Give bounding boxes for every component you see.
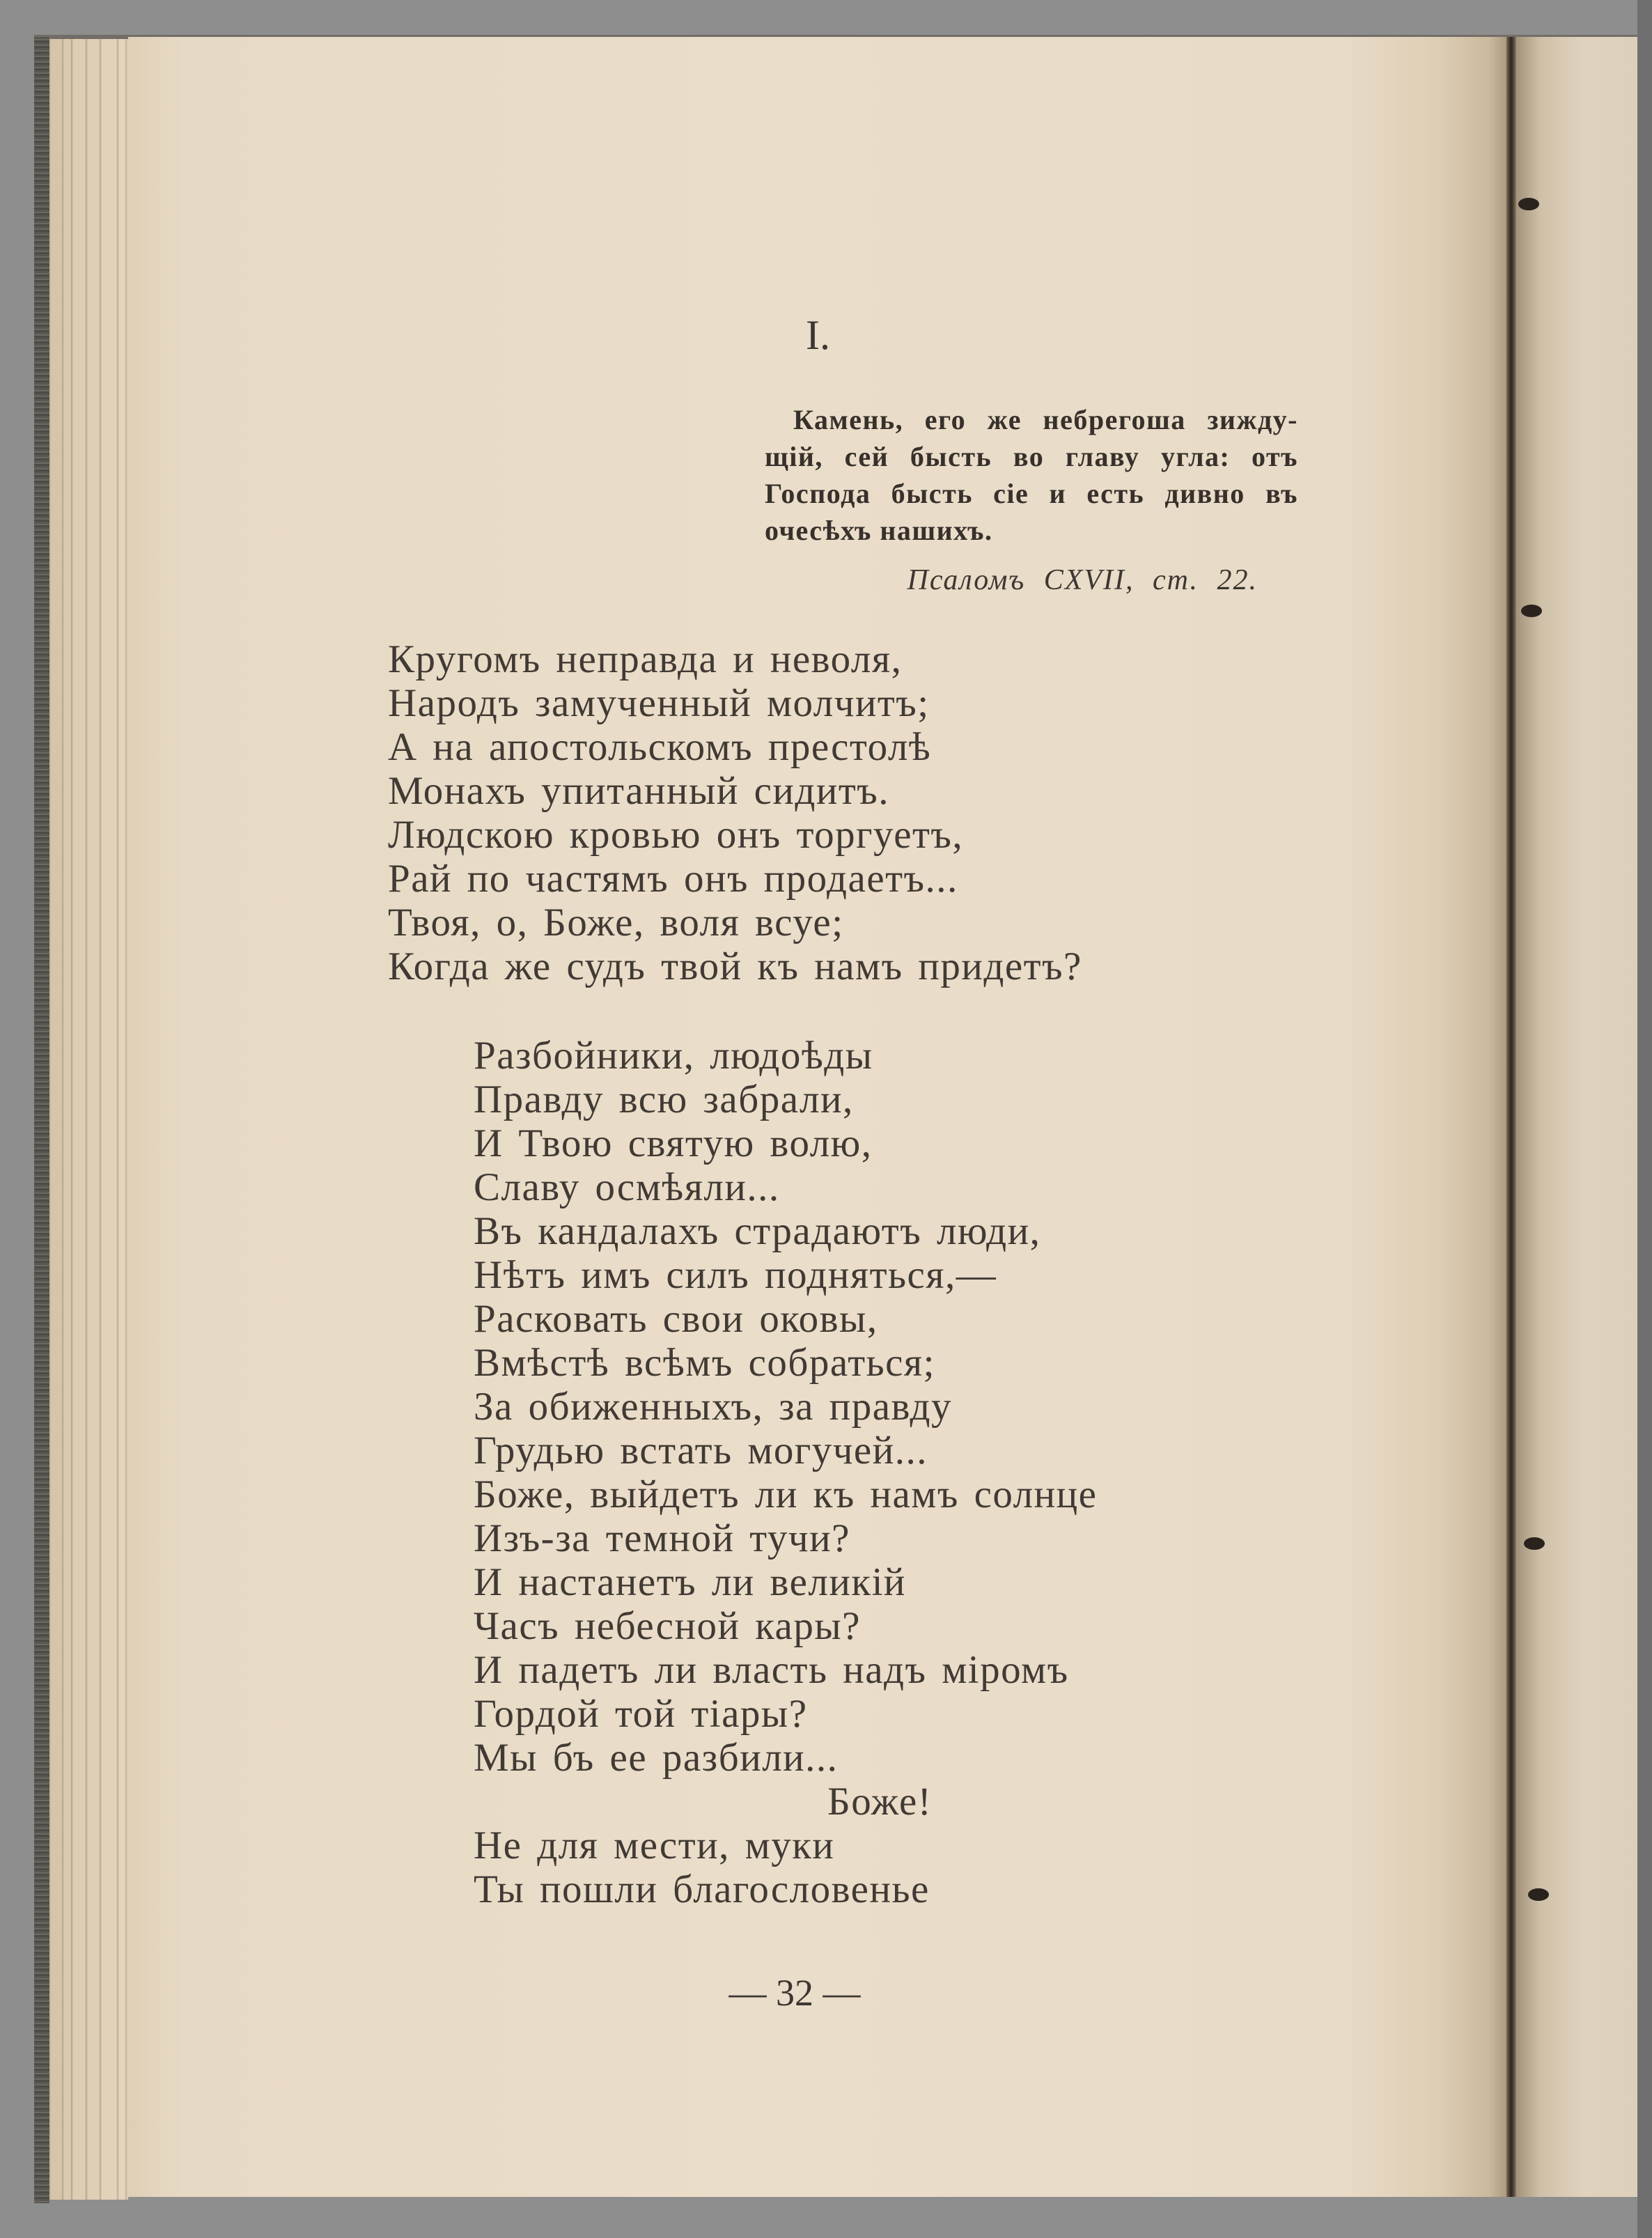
epigraph-line: Господа бысть сіе и есть дивно въ	[765, 478, 1298, 509]
poem-line: Славу осмѣяли...	[474, 1165, 780, 1209]
poem-line: И Твою святую волю,	[474, 1121, 873, 1165]
binding-thread-mark	[1518, 198, 1539, 210]
poem-line: Мы бъ ее разбили...	[474, 1736, 839, 1780]
poem-line: Гордой той тіары?	[474, 1692, 808, 1736]
poem-line: Изъ-за темной тучи?	[474, 1516, 850, 1560]
page-stack-edges	[49, 39, 128, 2200]
epigraph-source: Псаломъ CXVII, ст. 22.	[907, 564, 1258, 596]
poem-line: Грудью встать могучей...	[474, 1429, 928, 1472]
epigraph-line: очесѣхъ нашихъ.	[765, 515, 993, 546]
poem-line-indented: Боже!	[827, 1780, 933, 1824]
stanza-2	[474, 1034, 1097, 1911]
poem-line: Боже, выйдетъ ли къ намъ солнце	[474, 1472, 1098, 1516]
poem-line: Когда же судъ твой къ намъ придетъ?	[388, 945, 1082, 988]
poem-line: А на апостольскомъ престолѣ	[388, 725, 932, 769]
poem-line: Монахъ упитанный сидитъ.	[388, 769, 890, 813]
poem-line: Правду всю забрали,	[474, 1078, 854, 1121]
poem-line: Твоя, о, Боже, воля всуе;	[388, 901, 844, 945]
page-number: — 32 —	[728, 1972, 861, 2014]
poem-line: И падетъ ли власть надъ міромъ	[474, 1648, 1069, 1692]
stanza-1	[388, 637, 1082, 988]
binding-thread-mark	[1521, 605, 1542, 617]
poem-line: Въ кандалахъ страдаютъ люди,	[474, 1209, 1041, 1253]
epigraph-line: щій, сей бысть во главу угла: отъ	[765, 441, 1298, 472]
poem-line: Народъ замученный молчитъ;	[388, 681, 930, 725]
poem-line: Ты пошли благословенье	[474, 1867, 930, 1911]
facing-page-edge	[1516, 37, 1637, 2197]
poem-line: Часъ небесной кары?	[474, 1604, 861, 1648]
book-gutter	[1506, 37, 1516, 2197]
poem-line: Людскою кровью онъ торгуетъ,	[388, 813, 964, 857]
binding-thread-mark	[1528, 1888, 1549, 1901]
epigraph-line: Камень, его же небрегоша зижду-	[793, 404, 1298, 435]
poem-line: Рай по частямъ онъ продаетъ...	[388, 857, 958, 901]
poem-line: Кругомъ неправда и неволя,	[388, 637, 903, 681]
poem-line: Нѣтъ имъ силъ подняться,—	[474, 1253, 997, 1297]
cloth-cover-edge	[34, 37, 49, 2203]
poem-line: Вмѣстѣ всѣмъ собраться;	[474, 1341, 935, 1385]
poem-line: Не для мести, муки	[474, 1824, 835, 1867]
poem-line: За обиженныхъ, за правду	[474, 1385, 953, 1429]
poem-line: Разбойники, людоѣды	[474, 1034, 873, 1078]
poem-line: Расковать свои оковы,	[474, 1297, 878, 1341]
poem-line: И настанетъ ли великій	[474, 1560, 906, 1604]
epigraph	[765, 401, 1298, 549]
binding-thread-mark	[1524, 1537, 1545, 1550]
scan-background-right	[1637, 0, 1652, 2238]
section-heading: I.	[806, 312, 830, 358]
